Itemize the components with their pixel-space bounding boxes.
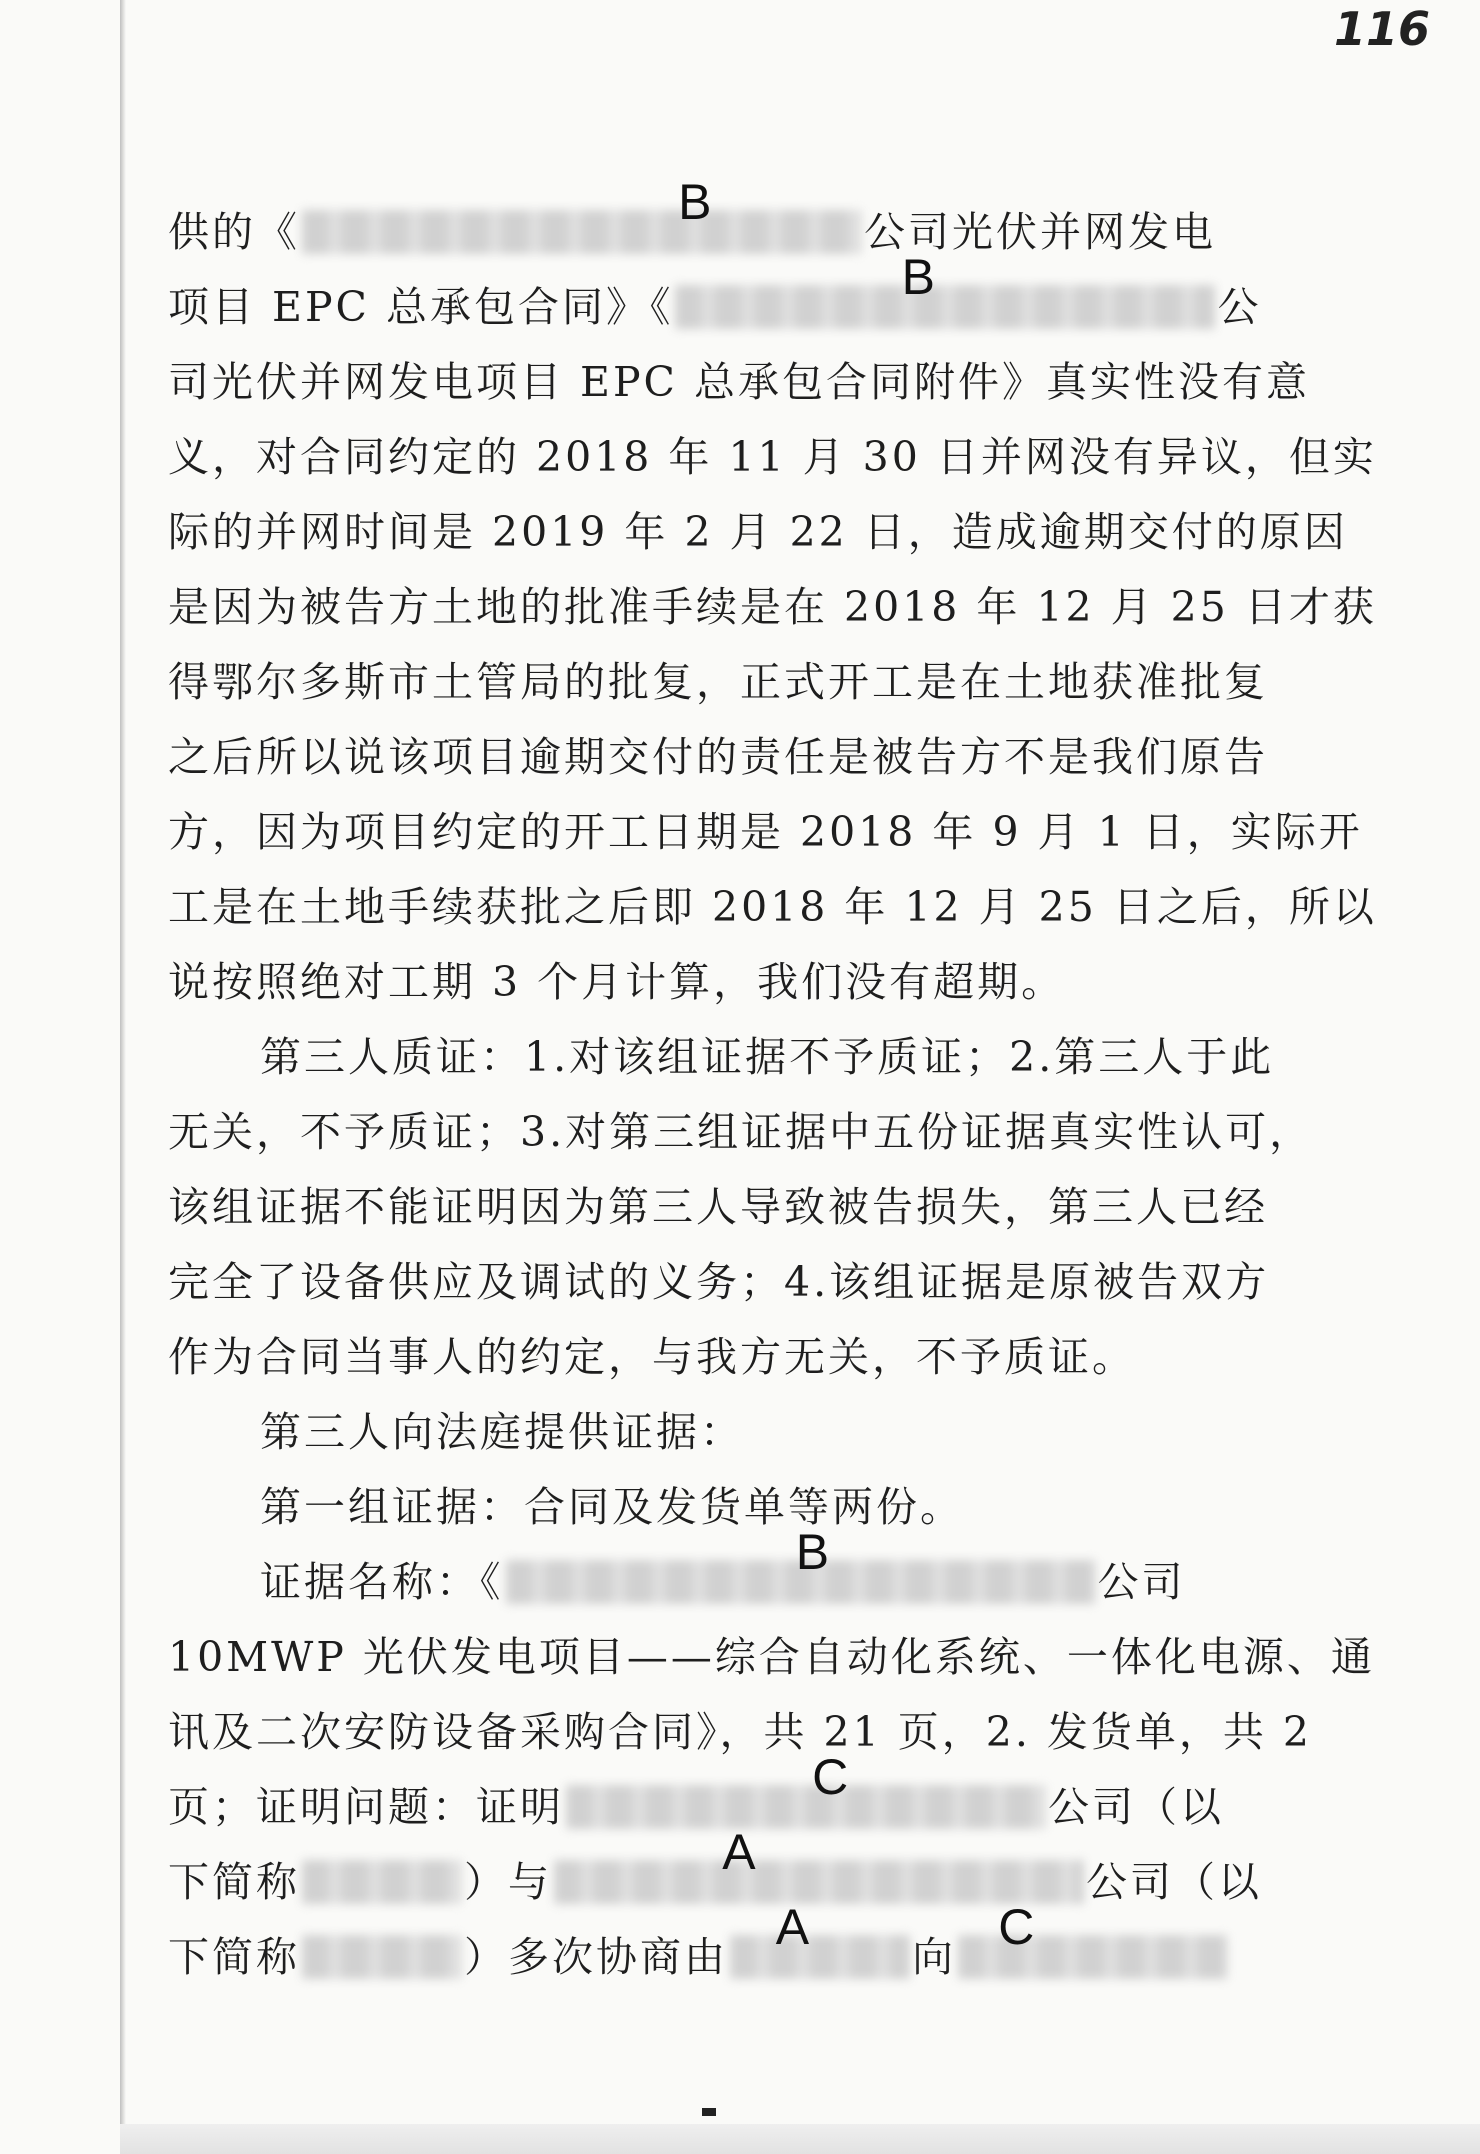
redaction-c — [956, 1899, 1230, 1995]
redaction-label-a: A — [722, 1824, 756, 1880]
text-line: 第三人向法庭提供证据： — [260, 1408, 744, 1456]
text-line: 作为合同当事人的约定，与我方无关，不予质证。 — [168, 1333, 1136, 1381]
text-line: 司光伏并网发电项目 EPC 总承包合同附件》真实性没有意 — [168, 358, 1310, 406]
document-body — [168, 174, 1377, 1995]
page-number: 116 — [1333, 2, 1430, 56]
text-line: 该组证据不能证明因为第三人导致被告损失，第三人已经 — [168, 1183, 1268, 1231]
text-line: 10MWP 光伏发电项目——综合自动化系统、一体化电源、通 — [168, 1633, 1375, 1681]
text-line: 第一组证据：合同及发货单等两份。 — [260, 1483, 964, 1531]
text-line: 完全了设备供应及调试的义务；4.该组证据是原被告双方 — [168, 1258, 1270, 1306]
redaction-label-b: B — [678, 174, 712, 230]
redacted-company-name — [302, 210, 862, 254]
text-line: 第三人质证：1.对该组证据不予质证；2.第三人于此 — [260, 1033, 1275, 1081]
text-line: 无关，不予质证；3.对第三组证据中五份证据真实性认可， — [168, 1108, 1314, 1156]
page-left-edge-shadow — [120, 0, 126, 2130]
text-segment: ）与 — [464, 1858, 552, 1906]
text-segment: 证据名称：《 — [260, 1558, 504, 1606]
redaction-label-c: C — [812, 1749, 849, 1805]
text-segment: 下简称 — [168, 1858, 300, 1906]
text-segment: 公司 — [1097, 1558, 1186, 1606]
text-line — [168, 1524, 1228, 1620]
text-line: 说按照绝对工期 3 个月计算，我们没有超期。 — [168, 958, 1066, 1006]
redaction-label-c: C — [998, 1899, 1035, 1955]
text-line: 工是在土地手续获批之后即 2018 年 12 月 25 日之后，所以 — [168, 883, 1377, 931]
text-line — [168, 1824, 1262, 1920]
redacted-short-name — [302, 1935, 462, 1979]
text-segment: 页；证明问题：证明 — [168, 1783, 564, 1831]
text-segment: 公司（以 — [1048, 1783, 1224, 1831]
page-bottom-edge — [120, 2124, 1480, 2154]
text-line: 之后所以说该项目逾期交付的责任是被告方不是我们原告 — [168, 733, 1268, 781]
text-line: 得鄂尔多斯市土管局的批复，正式开工是在土地获准批复 — [168, 658, 1268, 706]
redaction-b — [673, 249, 1217, 345]
text-line — [168, 1899, 1228, 1995]
redacted-company-name — [675, 285, 1215, 329]
text-segment: 公司光伏并网发电 — [864, 208, 1216, 256]
redaction-b — [300, 174, 864, 270]
text-line: 义，对合同约定的 2018 年 11 月 30 日并网没有异议，但实 — [168, 433, 1377, 481]
text-segment: 公 — [1217, 283, 1262, 331]
text-line: 是因为被告方土地的批准手续是在 2018 年 12 月 25 日才获 — [168, 583, 1377, 631]
text-line: 讯及二次安防设备采购合同》，共 21 页，2. 发货单，共 2 — [168, 1708, 1313, 1756]
text-line — [168, 1749, 1228, 1845]
redacted-company-name — [566, 1785, 1046, 1829]
redaction-label-b: B — [795, 1524, 830, 1580]
redaction-label-b: B — [901, 249, 935, 305]
text-segment: 下简称 — [168, 1933, 300, 1981]
redacted-party-name — [730, 1935, 910, 1979]
text-segment: 公司（以 — [1086, 1858, 1262, 1906]
redaction-label-a: A — [775, 1899, 810, 1955]
text-line: 际的并网时间是 2019 年 2 月 22 日，造成逾期交付的原因 — [168, 508, 1348, 556]
text-segment: 向 — [912, 1933, 956, 1981]
text-line — [168, 174, 1228, 270]
redaction-b — [504, 1524, 1098, 1620]
redacted-short-name — [302, 1860, 462, 1904]
text-segment: 项目 EPC 总承包合同》《 — [168, 283, 674, 331]
text-line: 方，因为项目约定的开工日期是 2018 年 9 月 1 日，实际开 — [168, 808, 1363, 856]
redaction-a — [728, 1899, 912, 1995]
redaction-c — [564, 1749, 1048, 1845]
footer-scan-mark — [702, 2108, 716, 2116]
text-line — [168, 249, 1262, 345]
text-segment: ）多次协商由 — [464, 1933, 728, 1981]
text-segment: 供的《 — [168, 208, 300, 256]
